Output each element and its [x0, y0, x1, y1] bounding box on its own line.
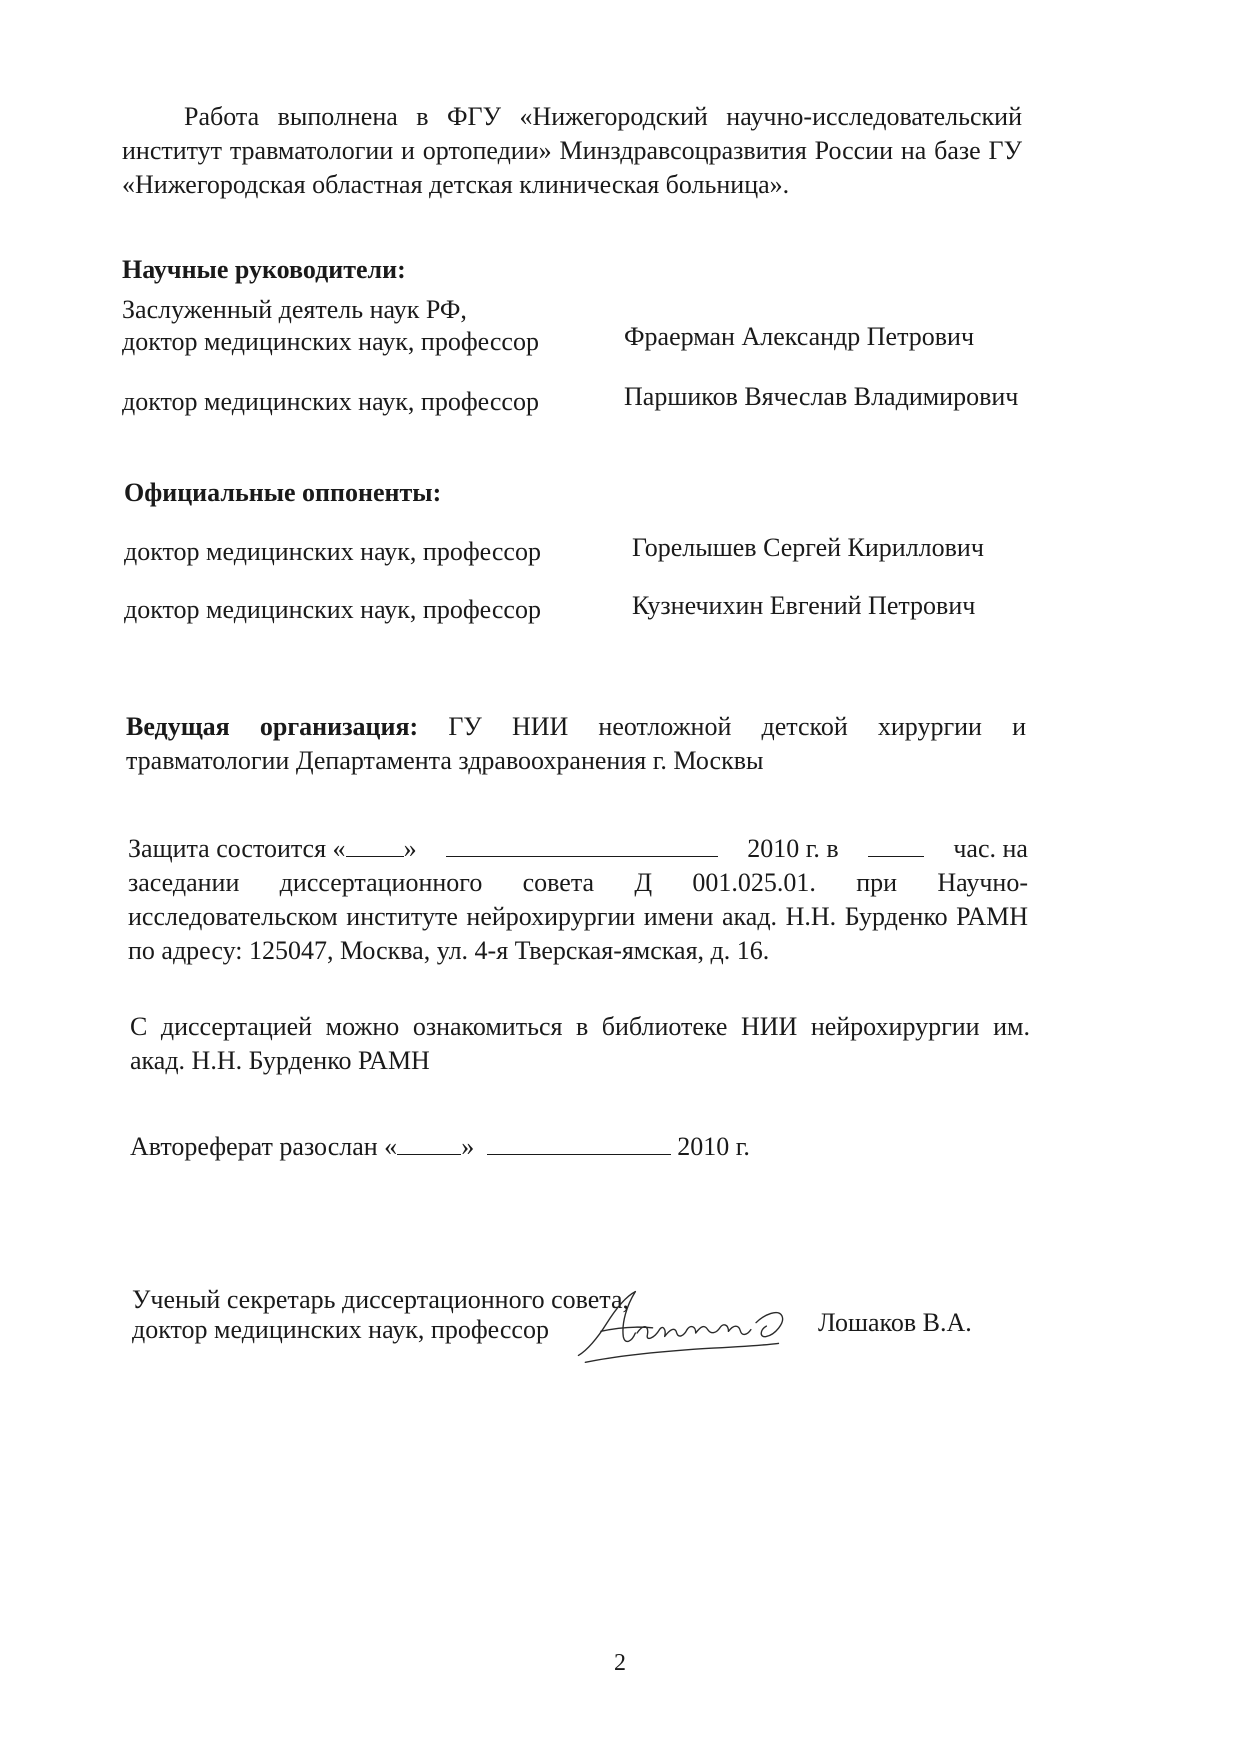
distributed-close-quote: » [461, 1132, 475, 1161]
secretary-title-line1: Ученый секретарь диссертационного совета, [132, 1285, 630, 1314]
supervisor-1-title-line2: доктор медицинских наук, профессор [122, 327, 539, 356]
defense-day-blank [346, 834, 404, 857]
library-paragraph: С диссертацией можно ознакомиться в библиотеке НИИ нейрохирургии им. акад. Н.Н. Бурденко РАМН [130, 1012, 1030, 1075]
distributed-day-blank [397, 1132, 461, 1155]
defense-hour-text: час. на [953, 834, 1028, 863]
page-number: 2 [614, 1650, 626, 1676]
defense-paragraph [128, 832, 1028, 968]
supervisors-heading: Научные руководители: [122, 255, 406, 284]
supervisor-1-name: Фраерман Александр Петрович [624, 322, 975, 351]
leading-organization-label: Ведущая организация: [126, 712, 419, 741]
defense-year-text: 2010 г. в [747, 834, 839, 863]
defense-open-quote: Защита состоится « [128, 834, 346, 863]
leading-organization-text: ГУ НИИ неотложной детской хирургии и травматологии Департамента здравоохранения г. Москвы [126, 712, 1027, 775]
intro-text: Работа выполнена в ФГУ «Нижегородский научно-исследовательский институт травматологии и ортопедии» Минздравсоцразвития России на базе ГУ «Нижегородская областная детская клиническая больница». [122, 102, 1022, 199]
defense-hour-blank [868, 834, 924, 857]
supervisor-2-title: доктор медицинских наук, профессор [122, 387, 539, 416]
defense-month-blank [446, 834, 718, 857]
defense-first-line [128, 832, 1028, 866]
opponent-1-title: доктор медицинских наук, профессор [124, 537, 541, 566]
secretary-title-line2: доктор медицинских наук, профессор [132, 1315, 549, 1344]
opponent-1-name: Горелышев Сергей Кириллович [632, 533, 984, 562]
secretary-name: Лошаков В.А. [818, 1308, 972, 1337]
distributed-line [130, 1130, 750, 1164]
intro-paragraph [122, 100, 1022, 202]
distributed-year-text: 2010 г. [677, 1132, 750, 1161]
handwritten-signature [575, 1287, 825, 1367]
opponents-heading: Официальные оппоненты: [124, 478, 442, 507]
opponent-2-title: доктор медицинских наук, профессор [124, 595, 541, 624]
supervisor-2-name: Паршиков Вячеслав Владимирович [624, 382, 1019, 411]
supervisor-1-title-line1: Заслуженный деятель наук РФ, [122, 295, 467, 324]
distributed-open-text: Автореферат разослан « [130, 1132, 398, 1161]
opponent-2-name: Кузнечихин Евгений Петрович [632, 591, 976, 620]
defense-close-quote: » [403, 834, 417, 863]
leading-organization [126, 710, 1026, 778]
defense-rest: заседании диссертационного совета Д 001.025.01. при Научно-исследовательском институте нейрохирургии имени акад. Н.Н. Бурденко РАМН по адресу: 125047, Москва, ул. 4-я Тверская-ямская, д. 16. [128, 868, 1028, 965]
defense-open-text [128, 832, 417, 866]
distributed-month-blank [487, 1132, 671, 1155]
